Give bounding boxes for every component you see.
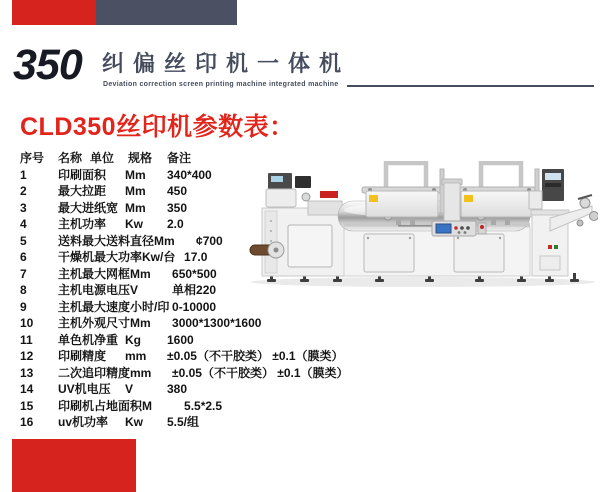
row-number: 15 — [20, 398, 34, 413]
param-unit: Mm — [125, 167, 146, 182]
param-unit: Kg — [125, 332, 141, 347]
param-name: 主机最大网框 — [58, 266, 131, 281]
param-name: 主机电源电压 — [58, 283, 131, 297]
param-unit: mm — [125, 349, 147, 363]
brand-title-chinese: 纠偏丝印机一体机 — [102, 51, 351, 76]
brand-title-english: Deviation correction screen printing machine integrated machine — [103, 81, 339, 88]
param-unit: Mm — [154, 233, 175, 248]
param-unit: Kw — [125, 217, 143, 231]
param-name: 主机最大速度 — [58, 299, 131, 314]
table-row — [20, 381, 590, 398]
param-value: 350 — [167, 200, 188, 215]
param-name: 主机外观尺寸 — [58, 316, 131, 330]
print-head-1 — [362, 163, 444, 225]
row-number: 13 — [20, 365, 34, 380]
print-head-2 — [457, 163, 539, 225]
param-unit: V — [125, 382, 134, 396]
row-number: 9 — [20, 299, 27, 314]
table-row — [20, 414, 590, 431]
header-name: 名称 — [58, 151, 83, 165]
param-value: 380 — [167, 382, 188, 396]
row-number: 4 — [20, 217, 27, 231]
row-number: 12 — [20, 349, 34, 363]
table-row — [20, 299, 590, 316]
row-number: 6 — [20, 250, 27, 264]
header-red-bar — [12, 0, 96, 25]
row-number: 16 — [20, 415, 34, 429]
param-name: 二次追印精度 — [58, 365, 131, 380]
row-number: 7 — [20, 266, 27, 281]
param-value: 2.0 — [167, 217, 184, 231]
param-name: 印刷精度 — [58, 349, 107, 363]
row-number: 8 — [20, 283, 27, 297]
param-unit: mm — [130, 365, 152, 380]
param-value: 1600 — [167, 332, 194, 347]
row-number: 5 — [20, 233, 27, 248]
header-unit: 单位 — [90, 151, 115, 165]
param-unit: Kw — [125, 415, 143, 429]
param-value: 0-10000 — [172, 299, 217, 314]
param-value: 单相220 — [172, 283, 217, 297]
param-value: 340*400 — [167, 167, 212, 182]
table-row — [20, 365, 590, 382]
param-unit: Mm — [130, 266, 151, 281]
param-name: 送料最大送料直径 — [58, 233, 155, 248]
param-name: 干燥机最大功率 — [58, 250, 143, 264]
header-spec: 规格 — [128, 151, 153, 165]
param-value: 650*500 — [172, 266, 217, 281]
table-row — [20, 332, 590, 349]
control-tower — [442, 179, 462, 223]
param-value: 3000*1300*1600 — [172, 316, 262, 330]
row-number: 10 — [20, 316, 34, 330]
param-value: 450 — [167, 184, 188, 198]
param-name: UV机电压 — [58, 382, 111, 396]
param-unit: Mm — [125, 200, 146, 215]
param-value: ¢700 — [196, 233, 223, 248]
table-row — [20, 315, 590, 332]
param-name: uv机功率 — [58, 415, 109, 429]
param-value: 17.0 — [184, 250, 208, 264]
param-unit: Mm — [125, 184, 146, 198]
param-name: 最大拉距 — [58, 184, 107, 198]
row-number: 3 — [20, 200, 27, 215]
table-row — [20, 348, 590, 365]
footer-red-block — [12, 439, 136, 492]
control-panel — [432, 221, 486, 236]
param-name: 印刷机占地面积 — [58, 398, 143, 413]
param-unit: M — [142, 398, 153, 413]
brand-divider-line — [347, 85, 594, 87]
param-value: ±0.05（不干胶类） ±0.1（膜类） — [172, 365, 349, 380]
header-no: 序号 — [20, 151, 45, 165]
unwinder-unit — [250, 173, 344, 276]
header-remark: 备注 — [167, 151, 192, 165]
machine-photo — [248, 161, 598, 289]
row-number: 2 — [20, 184, 27, 198]
param-unit: 小时/印 — [130, 299, 170, 314]
spec-table-title: CLD350丝印机参数表： — [20, 113, 295, 141]
param-name: 单色机净重 — [58, 332, 119, 347]
header-slate-bar — [96, 0, 237, 25]
param-unit: Kw/台 — [142, 250, 176, 264]
param-name: 最大进纸宽 — [58, 200, 119, 215]
row-number: 1 — [20, 167, 27, 182]
param-unit: V — [130, 283, 139, 297]
row-number: 11 — [20, 332, 33, 347]
param-value: ±0.05（不干胶类） ±0.1（膜类） — [167, 349, 344, 363]
param-unit: Mm — [130, 316, 151, 330]
brand-model-number: 350 — [13, 41, 82, 89]
param-value: 5.5/组 — [167, 415, 200, 429]
row-number: 14 — [20, 382, 34, 396]
param-name: 主机功率 — [58, 217, 107, 231]
param-value: 5.5*2.5 — [184, 398, 223, 413]
table-row — [20, 398, 590, 415]
param-name: 印刷面积 — [58, 167, 107, 182]
